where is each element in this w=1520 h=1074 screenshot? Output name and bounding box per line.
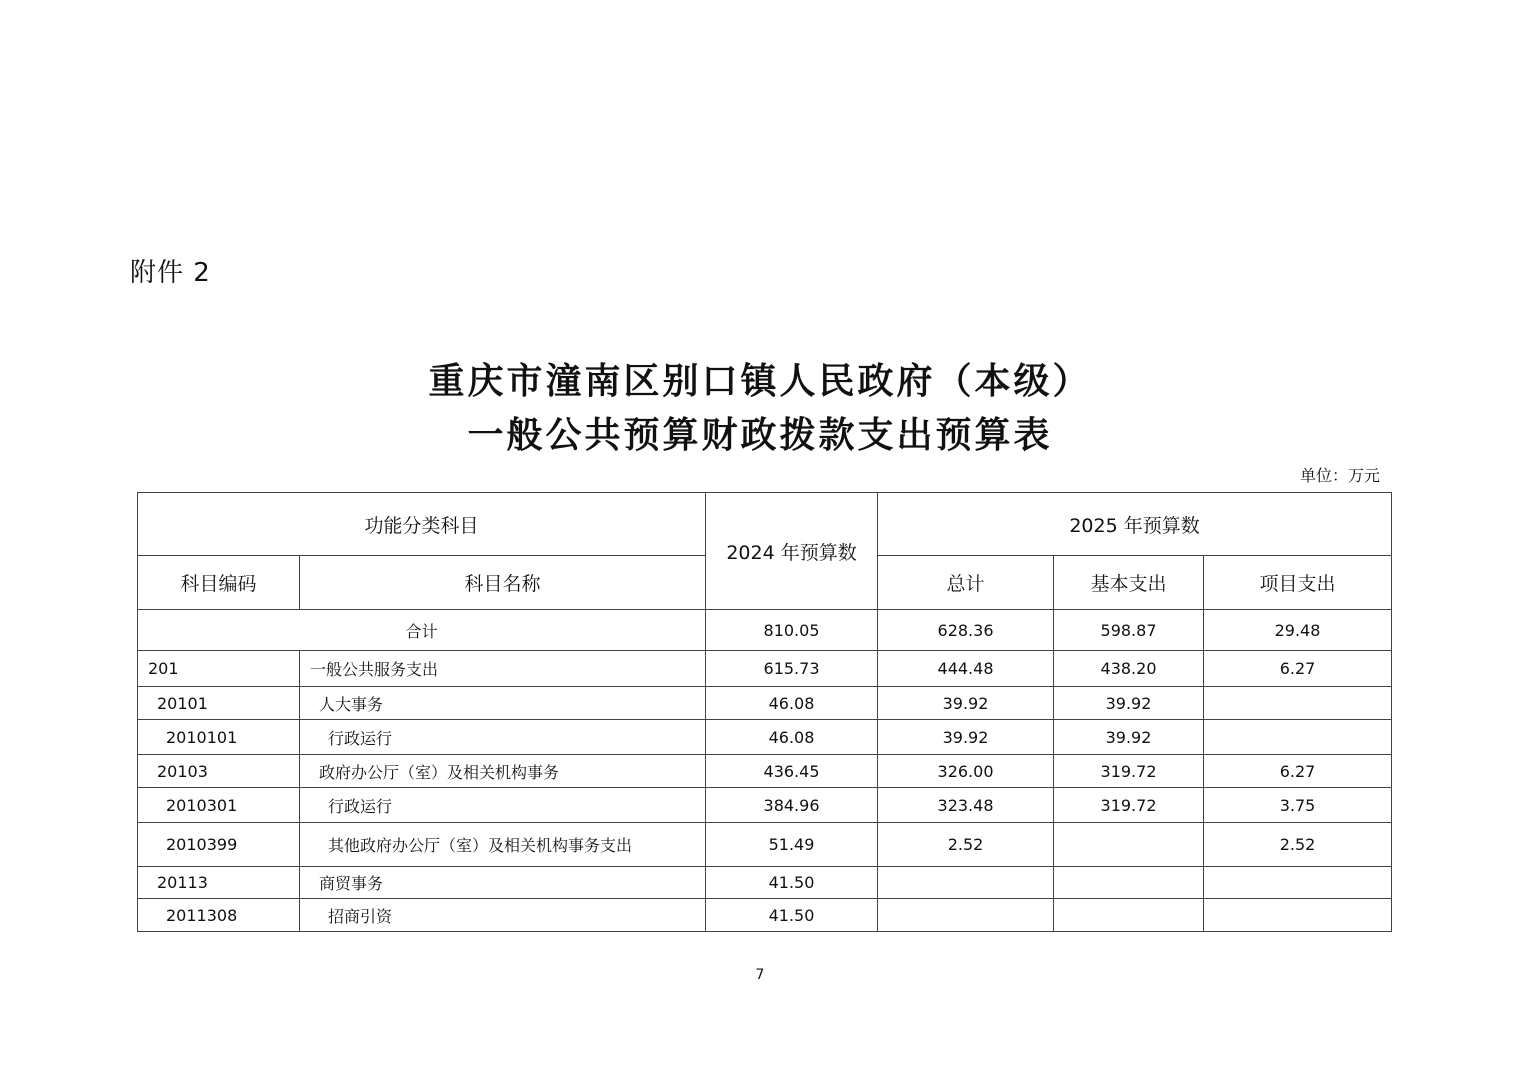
row-total bbox=[878, 899, 1054, 932]
row-budget-2024: 51.49 bbox=[706, 823, 878, 867]
row-project bbox=[1204, 720, 1392, 755]
row-basic: 438.20 bbox=[1054, 651, 1204, 687]
row-name: 行政运行 bbox=[300, 788, 706, 823]
header-budget-2024: 2024 年预算数 bbox=[706, 493, 878, 610]
row-name: 一般公共服务支出 bbox=[300, 651, 706, 687]
header-budget-2025: 2025 年预算数 bbox=[878, 493, 1392, 556]
table-row bbox=[138, 867, 1392, 899]
table-row bbox=[138, 899, 1392, 932]
row-total: 39.92 bbox=[878, 687, 1054, 720]
row-name: 商贸事务 bbox=[300, 867, 706, 899]
row-name: 行政运行 bbox=[300, 720, 706, 755]
row-total: 326.00 bbox=[878, 755, 1054, 788]
header-code: 科目编码 bbox=[138, 556, 300, 610]
table-row bbox=[138, 720, 1392, 755]
page-title-line2: 一般公共预算财政拨款支出预算表 bbox=[467, 415, 1053, 456]
row-total bbox=[878, 867, 1054, 899]
row-budget-2024: 615.73 bbox=[706, 651, 878, 687]
table-row bbox=[138, 823, 1392, 867]
row-code: 2010399 bbox=[138, 823, 300, 867]
row-total: 323.48 bbox=[878, 788, 1054, 823]
row-basic bbox=[1054, 823, 1204, 867]
row-total: 2.52 bbox=[878, 823, 1054, 867]
total-budget-2024: 810.05 bbox=[706, 610, 878, 651]
page-number: 7 bbox=[755, 967, 765, 983]
header-total: 总计 bbox=[878, 556, 1054, 610]
row-name: 招商引资 bbox=[300, 899, 706, 932]
row-name: 人大事务 bbox=[300, 687, 706, 720]
row-code: 20101 bbox=[138, 687, 300, 720]
row-project: 6.27 bbox=[1204, 651, 1392, 687]
row-project: 2.52 bbox=[1204, 823, 1392, 867]
total-project: 29.48 bbox=[1204, 610, 1392, 651]
row-basic: 39.92 bbox=[1054, 687, 1204, 720]
unit-label: 单位：万元 bbox=[1299, 466, 1380, 485]
header-basic: 基本支出 bbox=[1054, 556, 1204, 610]
row-basic: 319.72 bbox=[1054, 788, 1204, 823]
row-total: 39.92 bbox=[878, 720, 1054, 755]
total-label: 合计 bbox=[138, 610, 706, 651]
row-project: 6.27 bbox=[1204, 755, 1392, 788]
row-budget-2024: 46.08 bbox=[706, 720, 878, 755]
row-total: 444.48 bbox=[878, 651, 1054, 687]
table-row bbox=[138, 788, 1392, 823]
attachment-label: 附件 2 bbox=[130, 258, 211, 288]
table-row bbox=[138, 755, 1392, 788]
header-name: 科目名称 bbox=[300, 556, 706, 610]
row-basic: 319.72 bbox=[1054, 755, 1204, 788]
page-title-line1: 重庆市潼南区别口镇人民政府（本级） bbox=[428, 361, 1092, 402]
row-basic: 39.92 bbox=[1054, 720, 1204, 755]
row-code: 2010301 bbox=[138, 788, 300, 823]
budget-table bbox=[137, 492, 1392, 932]
header-project: 项目支出 bbox=[1204, 556, 1392, 610]
row-project bbox=[1204, 899, 1392, 932]
row-basic bbox=[1054, 899, 1204, 932]
row-budget-2024: 436.45 bbox=[706, 755, 878, 788]
row-budget-2024: 46.08 bbox=[706, 687, 878, 720]
row-project: 3.75 bbox=[1204, 788, 1392, 823]
header-function-class: 功能分类科目 bbox=[138, 493, 706, 556]
table-row bbox=[138, 651, 1392, 687]
row-name: 其他政府办公厅（室）及相关机构事务支出 bbox=[300, 823, 706, 867]
row-code: 2011308 bbox=[138, 899, 300, 932]
row-name: 政府办公厅（室）及相关机构事务 bbox=[300, 755, 706, 788]
row-budget-2024: 384.96 bbox=[706, 788, 878, 823]
row-code: 2010101 bbox=[138, 720, 300, 755]
row-code: 20103 bbox=[138, 755, 300, 788]
row-budget-2024: 41.50 bbox=[706, 867, 878, 899]
row-project bbox=[1204, 867, 1392, 899]
row-budget-2024: 41.50 bbox=[706, 899, 878, 932]
row-project bbox=[1204, 687, 1392, 720]
row-code: 20113 bbox=[138, 867, 300, 899]
table-row bbox=[138, 687, 1392, 720]
row-code: 201 bbox=[138, 651, 300, 687]
total-row bbox=[138, 610, 1392, 651]
total-basic: 598.87 bbox=[1054, 610, 1204, 651]
row-basic bbox=[1054, 867, 1204, 899]
total-total: 628.36 bbox=[878, 610, 1054, 651]
